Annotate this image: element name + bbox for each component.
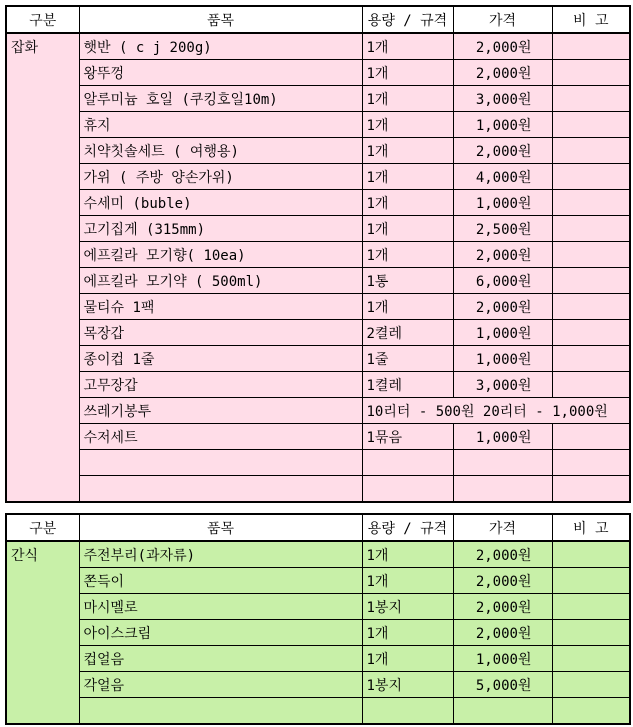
table-row (6, 398, 630, 424)
table-row (6, 242, 630, 268)
price-cell: 2,500원 (453, 216, 552, 242)
price-cell: 2,000원 (453, 138, 552, 164)
price-cell: 6,000원 (453, 268, 552, 294)
spec-cell: 1개 (362, 568, 453, 594)
spec-cell (362, 476, 453, 503)
spec-cell: 1통 (362, 268, 453, 294)
table-row (6, 646, 630, 672)
item-cell: 햇반 ( c j 200g) (79, 33, 362, 60)
spec-cell: 1개 (362, 620, 453, 646)
note-cell (552, 476, 630, 503)
spec-cell: 2켤레 (362, 320, 453, 346)
note-cell (552, 86, 630, 112)
price-cell: 2,000원 (453, 594, 552, 620)
spec-cell: 1개 (362, 216, 453, 242)
header-spec: 용량 / 규격 (362, 6, 453, 33)
price-cell (453, 698, 552, 725)
item-cell: 에프킬라 모기약 ( 500ml) (79, 268, 362, 294)
spec-cell: 1개 (362, 190, 453, 216)
price-cell: 1,000원 (453, 346, 552, 372)
spec-cell: 1개 (362, 646, 453, 672)
item-cell: 마시멜로 (79, 594, 362, 620)
note-cell (552, 346, 630, 372)
item-cell: 가위 ( 주방 양손가위) (79, 164, 362, 190)
note-cell (552, 190, 630, 216)
price-cell: 1,000원 (453, 112, 552, 138)
price-cell: 2,000원 (453, 568, 552, 594)
spec-cell: 1개 (362, 164, 453, 190)
table-row (6, 190, 630, 216)
spec-cell: 1개 (362, 541, 453, 568)
item-cell: 목장갑 (79, 320, 362, 346)
spec-cell: 1개 (362, 33, 453, 60)
header-category: 구분 (6, 514, 79, 541)
note-cell (552, 138, 630, 164)
spec-cell: 1줄 (362, 346, 453, 372)
note-cell (552, 216, 630, 242)
item-cell: 각얼음 (79, 672, 362, 698)
item-cell: 수세미 (buble) (79, 190, 362, 216)
price-cell: 2,000원 (453, 60, 552, 86)
price-cell: 2,000원 (453, 620, 552, 646)
item-cell: 에프킬라 모기향( 10ea) (79, 242, 362, 268)
price-cell (453, 450, 552, 476)
snacks-table (5, 513, 631, 725)
header-note: 비 고 (552, 6, 630, 33)
header-price: 가격 (453, 514, 552, 541)
header-spec: 용량 / 규격 (362, 514, 453, 541)
spec-cell: 1봉지 (362, 672, 453, 698)
price-cell: 3,000원 (453, 372, 552, 398)
spec-cell (362, 698, 453, 725)
item-cell: 쓰레기봉투 (79, 398, 362, 424)
item-cell: 쫀득이 (79, 568, 362, 594)
note-cell (552, 620, 630, 646)
table-row (6, 372, 630, 398)
table-row (6, 620, 630, 646)
table-row (6, 33, 630, 60)
table-row (6, 346, 630, 372)
header-price: 가격 (453, 6, 552, 33)
note-cell (552, 672, 630, 698)
spec-cell: 1켤레 (362, 372, 453, 398)
table-row (6, 60, 630, 86)
table-row (6, 594, 630, 620)
header-row (6, 6, 630, 33)
spec-cell (362, 450, 453, 476)
price-cell: 5,000원 (453, 672, 552, 698)
price-cell: 4,000원 (453, 164, 552, 190)
item-cell: 알루미늄 호일 (쿠킹호일10m) (79, 86, 362, 112)
header-note: 비 고 (552, 514, 630, 541)
item-cell: 고기집게 (315mm) (79, 216, 362, 242)
note-cell (552, 646, 630, 672)
table-row (6, 268, 630, 294)
table-row (6, 568, 630, 594)
note-cell (552, 424, 630, 450)
price-cell: 2,000원 (453, 33, 552, 60)
table-row (6, 138, 630, 164)
header-item: 품목 (79, 514, 362, 541)
item-cell: 수저세트 (79, 424, 362, 450)
item-cell: 왕뚜껑 (79, 60, 362, 86)
spec-cell: 1묶음 (362, 424, 453, 450)
table-row (6, 164, 630, 190)
item-cell: 물티슈 1팩 (79, 294, 362, 320)
spec-cell: 1개 (362, 294, 453, 320)
note-cell (552, 698, 630, 725)
note-cell (552, 33, 630, 60)
spec-cell: 1개 (362, 242, 453, 268)
price-cell: 1,000원 (453, 190, 552, 216)
table-row (6, 476, 630, 503)
table-row (6, 541, 630, 568)
category-cell: 간식 (6, 541, 79, 724)
price-cell: 1,000원 (453, 646, 552, 672)
spec-cell: 1개 (362, 138, 453, 164)
note-cell (552, 594, 630, 620)
table-row (6, 424, 630, 450)
note-cell (552, 568, 630, 594)
price-cell: 2,000원 (453, 294, 552, 320)
item-cell: 휴지 (79, 112, 362, 138)
table-row (6, 294, 630, 320)
price-cell: 1,000원 (453, 424, 552, 450)
item-cell: 주전부리(과자류) (79, 541, 362, 568)
table-row (6, 672, 630, 698)
item-cell (79, 698, 362, 725)
header-item: 품목 (79, 6, 362, 33)
table-row (6, 320, 630, 346)
table-row (6, 216, 630, 242)
item-cell: 컵얼음 (79, 646, 362, 672)
spec-cell: 10리터 - 500원 20리터 - 1,000원 (362, 398, 630, 424)
spec-cell: 1개 (362, 86, 453, 112)
table-row (6, 86, 630, 112)
item-cell: 아이스크림 (79, 620, 362, 646)
item-cell: 고무장갑 (79, 372, 362, 398)
table-row (6, 112, 630, 138)
header-category: 구분 (6, 6, 79, 33)
item-cell: 종이컵 1줄 (79, 346, 362, 372)
category-cell: 잡화 (6, 33, 79, 502)
goods-table (5, 5, 631, 503)
table-row (6, 698, 630, 725)
price-cell: 2,000원 (453, 242, 552, 268)
item-cell (79, 476, 362, 503)
note-cell (552, 541, 630, 568)
note-cell (552, 294, 630, 320)
note-cell (552, 268, 630, 294)
spec-cell: 1개 (362, 112, 453, 138)
note-cell (552, 60, 630, 86)
price-cell (453, 476, 552, 503)
spec-cell: 1봉지 (362, 594, 453, 620)
note-cell (552, 372, 630, 398)
spec-cell: 1개 (362, 60, 453, 86)
note-cell (552, 164, 630, 190)
price-cell: 3,000원 (453, 86, 552, 112)
note-cell (552, 450, 630, 476)
note-cell (552, 320, 630, 346)
price-cell: 2,000원 (453, 541, 552, 568)
item-cell (79, 450, 362, 476)
note-cell (552, 112, 630, 138)
note-cell (552, 242, 630, 268)
table-row (6, 450, 630, 476)
header-row (6, 514, 630, 541)
price-cell: 1,000원 (453, 320, 552, 346)
item-cell: 치약칫솔세트 ( 여행용) (79, 138, 362, 164)
